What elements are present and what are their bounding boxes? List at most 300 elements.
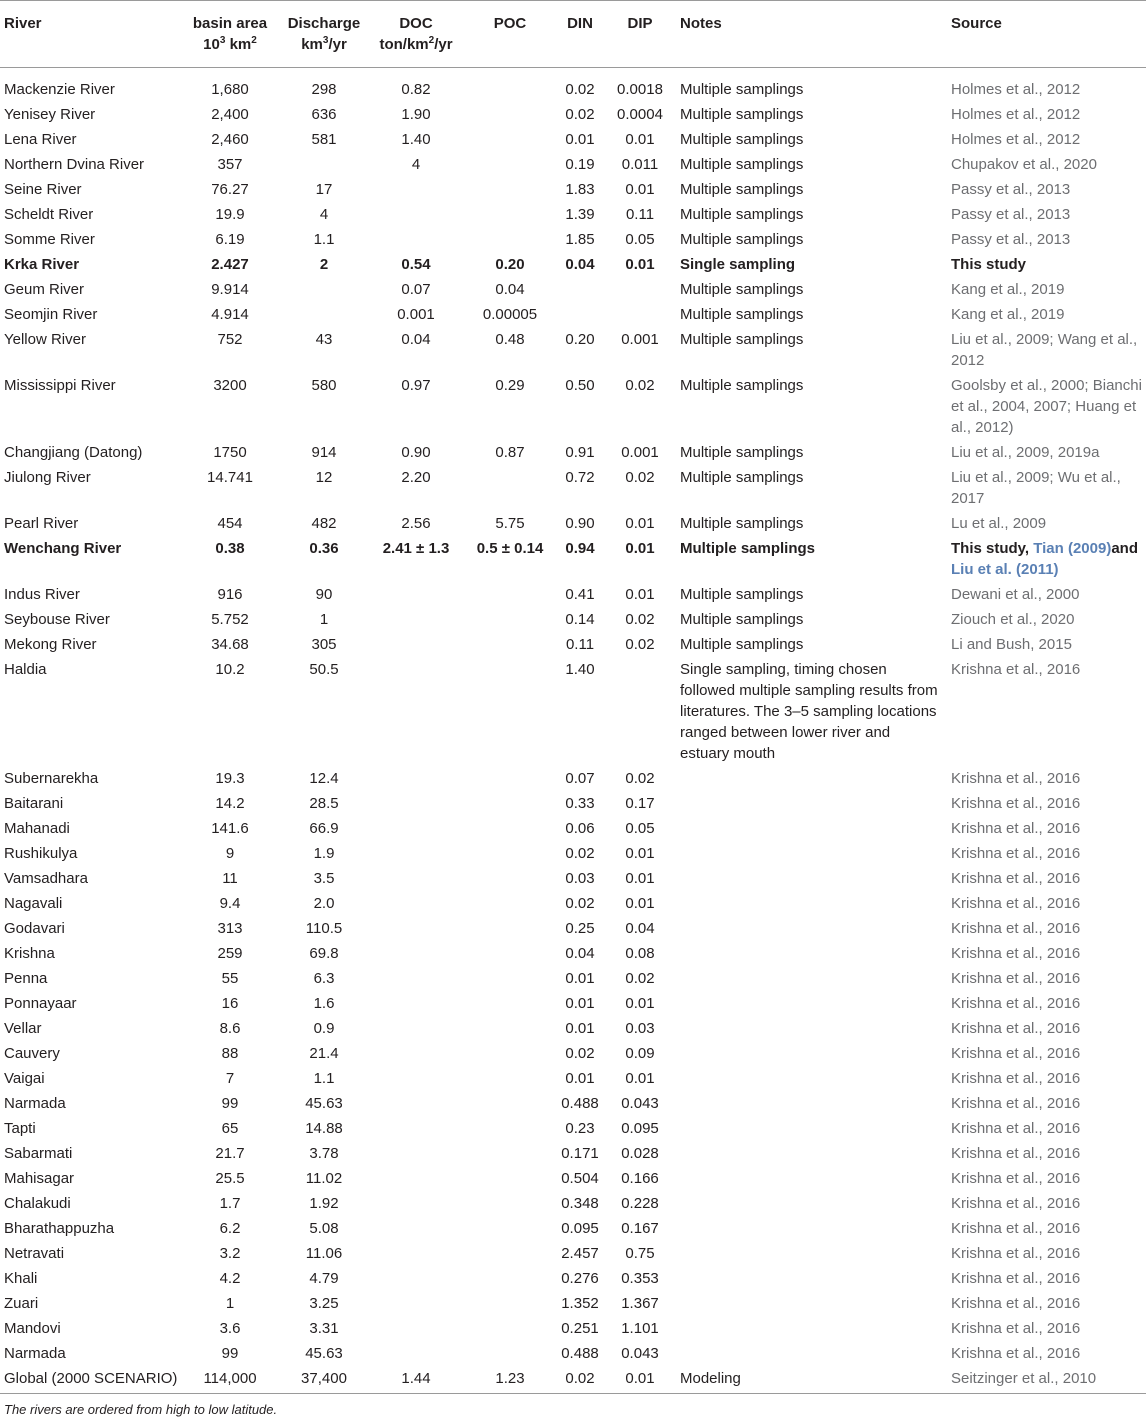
cell-river: Zuari	[4, 1295, 39, 1312]
table-row	[0, 768, 1146, 789]
cell-basin-area: 21.7	[215, 1145, 245, 1162]
cell-source: Krishna et al., 2016	[951, 845, 1081, 862]
cell-din: 0.02	[565, 1045, 595, 1062]
table-row	[0, 1093, 1146, 1114]
table-row	[0, 1168, 1146, 1189]
cell-din: 0.488	[561, 1345, 599, 1362]
cell-river: Yenisey River	[4, 106, 96, 123]
cell-river: Somme River	[4, 231, 95, 248]
cell-din: 0.90	[565, 515, 595, 532]
cell-din: 0.01	[565, 970, 595, 987]
cell-source: Krishna et al., 2016	[951, 1095, 1081, 1112]
cell-basin-area: 55	[221, 970, 239, 987]
cell-dip: 0.03	[625, 1020, 655, 1037]
cell-source: Liu et al., 2009; Wu et al., 2017	[951, 469, 1121, 507]
cell-din: 0.488	[561, 1095, 599, 1112]
cell-din: 0.276	[561, 1270, 599, 1287]
cell-basin-area: 1,680	[211, 81, 249, 98]
cell-discharge: 12.4	[309, 770, 339, 787]
cell-basin-area: 0.38	[215, 540, 245, 557]
cell-discharge: 914	[311, 444, 337, 461]
cell-dip: 0.01	[625, 845, 655, 862]
cell-basin-area: 34.68	[211, 636, 249, 653]
cell-discharge: 581	[311, 131, 337, 148]
table-row	[0, 104, 1146, 125]
cell-dip: 0.02	[625, 611, 655, 628]
cell-notes: Single sampling	[680, 256, 796, 273]
cell-basin-area: 3.6	[219, 1320, 241, 1337]
cell-discharge: 5.08	[309, 1220, 339, 1237]
table-row	[0, 1218, 1146, 1239]
cell-doc: 0.001	[397, 306, 435, 323]
cell-dip: 0.0004	[617, 106, 663, 123]
cell-din: 0.095	[561, 1220, 599, 1237]
cell-source: Liu et al., 2009; Wang et al., 2012	[951, 331, 1138, 369]
cell-river: Wenchang River	[4, 540, 122, 557]
cell-doc: 2.41 ± 1.3	[382, 540, 450, 557]
cell-source: Li and Bush, 2015	[951, 636, 1072, 653]
cell-discharge: 12	[315, 469, 333, 486]
cell-source: Krishna et al., 2016	[951, 995, 1081, 1012]
cell-river: Mandovi	[4, 1320, 61, 1337]
header-dip: DIP	[627, 15, 653, 32]
cell-doc: 0.07	[401, 281, 431, 298]
header-doc: DOC ton/$km^2/yr$	[379, 15, 453, 53]
cell-dip: 0.01	[625, 540, 655, 557]
cell-din: 0.72	[565, 469, 595, 486]
cell-din: 0.03	[565, 870, 595, 887]
table-row	[0, 1118, 1146, 1139]
cell-poc: 0.20	[495, 256, 525, 273]
table-bottom-rule	[0, 1393, 1146, 1394]
cell-basin-area: 5.752	[211, 611, 249, 628]
cell-dip: 0.028	[621, 1145, 659, 1162]
table-row	[0, 818, 1146, 839]
table-row	[0, 329, 1146, 371]
table-row	[0, 659, 1146, 764]
cell-doc: 2.56	[401, 515, 431, 532]
cell-din: 0.02	[565, 845, 595, 862]
cell-basin-area: 8.6	[219, 1020, 241, 1037]
cell-basin-area: 2.427	[211, 256, 249, 273]
header-source: Source	[951, 15, 1002, 32]
cell-din: 0.01	[565, 995, 595, 1012]
table-row	[0, 442, 1146, 463]
cell-notes: Multiple samplings	[680, 281, 804, 298]
cell-basin-area: 259	[217, 945, 243, 962]
cell-din: 0.94	[565, 540, 595, 557]
header-river: River	[4, 15, 42, 32]
cell-din: 0.171	[561, 1145, 599, 1162]
cell-river: Nagavali	[4, 895, 63, 912]
cell-source: Kang et al., 2019	[951, 281, 1065, 298]
cell-basin-area: 19.9	[215, 206, 245, 223]
cell-notes: Multiple samplings	[680, 106, 804, 123]
cell-dip: 0.353	[621, 1270, 659, 1287]
cell-source: Passy et al., 2013	[951, 206, 1071, 223]
cell-poc: 0.29	[495, 377, 525, 394]
cell-din: 0.23	[565, 1120, 595, 1137]
cell-basin-area: 454	[217, 515, 243, 532]
cell-notes: Multiple samplings	[680, 231, 804, 248]
cell-discharge: 11.02	[305, 1170, 343, 1187]
cell-dip: 0.0018	[617, 81, 663, 98]
table-row	[0, 609, 1146, 630]
cell-din: 0.91	[565, 444, 595, 461]
cell-notes: Single sampling, timing chosen followed multiple sampling results from literatures. The 3–5 sampling locations ranged between lower river and estuary mouth	[680, 661, 938, 762]
cell-discharge: 1.92	[309, 1195, 339, 1212]
table-row	[0, 1293, 1146, 1314]
table-row	[0, 1268, 1146, 1289]
cell-basin-area: 357	[217, 156, 243, 173]
cell-source: Krishna et al., 2016	[951, 795, 1081, 812]
table-row	[0, 1193, 1146, 1214]
cell-doc: 1.40	[401, 131, 431, 148]
cell-notes: Multiple samplings	[680, 444, 804, 461]
cell-river: Netravati	[4, 1245, 65, 1262]
table-row	[0, 584, 1146, 605]
table-row	[0, 634, 1146, 655]
cell-river: Northern Dvina River	[4, 156, 145, 173]
cell-din: 0.02	[565, 895, 595, 912]
cell-basin-area: 19.3	[215, 770, 245, 787]
cell-dip: 0.01	[625, 181, 655, 198]
cell-river: Rushikulya	[4, 845, 78, 862]
cell-river: Mekong River	[4, 636, 97, 653]
cell-discharge: 11.06	[305, 1245, 343, 1262]
cell-basin-area: 9.4	[219, 895, 241, 912]
cell-river: Bharathappuzha	[4, 1220, 115, 1237]
cell-source: Liu et al., 2009, 2019a	[951, 444, 1100, 461]
cell-notes: Multiple samplings	[680, 131, 804, 148]
cell-basin-area: 3.2	[219, 1245, 241, 1262]
cell-source: Goolsby et al., 2000; Bianchi et al., 2004, 2007; Huang et al., 2012)	[951, 377, 1142, 436]
cell-source: Holmes et al., 2012	[951, 131, 1081, 148]
cell-dip: 0.01	[625, 870, 655, 887]
cell-source: Ziouch et al., 2020	[951, 611, 1075, 628]
cell-poc: 0.04	[495, 281, 525, 298]
cell-basin-area: 25.5	[215, 1170, 245, 1187]
table-row	[0, 918, 1146, 939]
cell-notes: Multiple samplings	[680, 377, 804, 394]
cell-basin-area: 99	[221, 1345, 239, 1362]
cell-poc: 0.87	[495, 444, 525, 461]
table-row	[0, 304, 1146, 325]
cell-din: 0.50	[565, 377, 595, 394]
cell-basin-area: 2,400	[211, 106, 249, 123]
cell-dip: 0.01	[625, 1070, 655, 1087]
cell-notes: Multiple samplings	[680, 636, 804, 653]
table-row	[0, 893, 1146, 914]
cell-din: 0.04	[565, 256, 595, 273]
cell-dip: 0.05	[625, 820, 655, 837]
cell-din: 2.457	[561, 1245, 599, 1262]
cell-discharge: 2	[319, 256, 329, 273]
cell-river: Changjiang (Datong)	[4, 444, 143, 461]
header-discharge: Discharge $km^3/yr$	[287, 15, 361, 53]
cell-discharge: 43	[315, 331, 333, 348]
cell-dip: 0.02	[625, 377, 655, 394]
cell-river: Tapti	[4, 1120, 36, 1137]
cell-discharge: 482	[311, 515, 337, 532]
cell-din: 1.83	[565, 181, 595, 198]
table-row	[0, 1368, 1146, 1389]
table-row	[0, 943, 1146, 964]
cell-discharge: 69.8	[309, 945, 339, 962]
cell-discharge: 580	[311, 377, 337, 394]
cell-din: 0.01	[565, 131, 595, 148]
cell-river: Baitarani	[4, 795, 64, 812]
cell-dip: 1.101	[621, 1320, 659, 1337]
table-row	[0, 868, 1146, 889]
cell-basin-area: 65	[221, 1120, 239, 1137]
cell-notes: Multiple samplings	[680, 306, 804, 323]
cell-notes: Multiple samplings	[680, 206, 804, 223]
cell-discharge: 45.63	[305, 1345, 343, 1362]
cell-basin-area: 6.19	[215, 231, 245, 248]
cell-source: This study	[951, 256, 1027, 273]
cell-din: 0.11	[565, 636, 595, 653]
cell-basin-area: 9	[225, 845, 235, 862]
cell-source: Krishna et al., 2016	[951, 870, 1081, 887]
cell-basin-area: 752	[217, 331, 243, 348]
cell-doc: 0.54	[401, 256, 431, 273]
cell-discharge: 110.5	[305, 920, 343, 937]
cell-din: 0.41	[565, 586, 595, 603]
cell-river: Seybouse River	[4, 611, 110, 628]
cell-basin-area: 14.2	[215, 795, 245, 812]
cell-discharge: 66.9	[309, 820, 339, 837]
cell-din: 1.352	[561, 1295, 599, 1312]
cell-basin-area: 99	[221, 1095, 239, 1112]
cell-river: Pearl River	[4, 515, 79, 532]
cell-basin-area: 88	[221, 1045, 239, 1062]
cell-basin-area: 1	[225, 1295, 235, 1312]
table-row	[0, 229, 1146, 250]
cell-discharge: 21.4	[309, 1045, 339, 1062]
cell-river: Sabarmati	[4, 1145, 73, 1162]
cell-basin-area: 1750	[213, 444, 247, 461]
cell-doc: 0.97	[401, 377, 431, 394]
cell-source: Krishna et al., 2016	[951, 661, 1081, 678]
cell-basin-area: 6.2	[219, 1220, 241, 1237]
table-row	[0, 843, 1146, 864]
cell-dip: 0.167	[621, 1220, 659, 1237]
cell-river: Vaigai	[4, 1070, 45, 1087]
cell-river: Subernarekha	[4, 770, 99, 787]
cell-river: Narmada	[4, 1095, 66, 1112]
cell-source: Lu et al., 2009	[951, 515, 1047, 532]
cell-notes: Multiple samplings	[680, 81, 804, 98]
cell-river: Narmada	[4, 1345, 66, 1362]
cell-discharge: 3.31	[309, 1320, 339, 1337]
cell-discharge: 298	[311, 81, 337, 98]
table-row	[0, 1343, 1146, 1364]
cell-source: Krishna et al., 2016	[951, 820, 1081, 837]
cell-river: Global (2000 SCENARIO)	[4, 1370, 178, 1387]
cell-source: Krishna et al., 2016	[951, 1170, 1081, 1187]
cell-discharge: 14.88	[305, 1120, 343, 1137]
cell-doc: 0.82	[401, 81, 431, 98]
cell-source: Passy et al., 2013	[951, 231, 1071, 248]
cell-din: 0.01	[565, 1070, 595, 1087]
cell-river: Mackenzie River	[4, 81, 115, 98]
cell-discharge: 2.0	[313, 895, 335, 912]
cell-river: Lena River	[4, 131, 77, 148]
cell-dip: 0.17	[625, 795, 655, 812]
cell-basin-area: 76.27	[211, 181, 249, 198]
cell-notes: Multiple samplings	[680, 156, 804, 173]
cell-river: Scheldt River	[4, 206, 94, 223]
cell-discharge: 1	[319, 611, 329, 628]
cell-doc: 0.90	[401, 444, 431, 461]
cell-dip: 0.02	[625, 469, 655, 486]
cell-notes: Multiple samplings	[680, 611, 804, 628]
cell-source: Krishna et al., 2016	[951, 920, 1081, 937]
cell-din: 0.348	[561, 1195, 599, 1212]
cell-basin-area: 9.914	[211, 281, 249, 298]
cell-notes: Multiple samplings	[680, 331, 804, 348]
cell-dip: 0.001	[621, 331, 659, 348]
cell-dip: 0.02	[625, 770, 655, 787]
header-poc: POC	[493, 15, 527, 32]
cell-doc: 1.90	[401, 106, 431, 123]
cell-dip: 0.01	[625, 586, 655, 603]
cell-source: Krishna et al., 2016	[951, 1145, 1081, 1162]
cell-din: 0.14	[565, 611, 595, 628]
cell-river: Chalakudi	[4, 1195, 71, 1212]
cell-din: 0.02	[565, 81, 595, 98]
cell-notes: Modeling	[680, 1370, 741, 1387]
cell-basin-area: 16	[221, 995, 239, 1012]
cell-discharge: 90	[315, 586, 333, 603]
cell-discharge: 636	[311, 106, 337, 123]
cell-source: Krishna et al., 2016	[951, 970, 1081, 987]
cell-source: Krishna et al., 2016	[951, 770, 1081, 787]
cell-source: Krishna et al., 2016	[951, 1245, 1081, 1262]
cell-basin-area: 114,000	[203, 1370, 257, 1387]
cell-river: Krka River	[4, 256, 80, 273]
cell-basin-area: 916	[217, 586, 243, 603]
header-basin-area: basin area $10^3$ $km^2$	[192, 15, 268, 53]
cell-dip: 0.01	[625, 131, 655, 148]
cell-source: Holmes et al., 2012	[951, 81, 1081, 98]
cell-river: Seine River	[4, 181, 82, 198]
cell-din: 0.19	[565, 156, 595, 173]
cell-notes: Multiple samplings	[680, 540, 816, 557]
cell-discharge: 1.9	[313, 845, 335, 862]
cell-source: Krishna et al., 2016	[951, 1020, 1081, 1037]
cell-poc: 0.48	[495, 331, 525, 348]
cell-river: Krishna	[4, 945, 55, 962]
cell-dip: 0.166	[621, 1170, 659, 1187]
cell-discharge: 1.6	[313, 995, 335, 1012]
cell-discharge: 305	[311, 636, 337, 653]
cell-river: Khali	[4, 1270, 38, 1287]
cell-dip: 0.01	[625, 995, 655, 1012]
cell-river: Vellar	[4, 1020, 42, 1037]
header-notes: Notes	[680, 15, 722, 32]
cell-river: Penna	[4, 970, 48, 987]
table-footnote: The rivers are ordered from high to low latitude.	[4, 1402, 278, 1417]
cell-source: Krishna et al., 2016	[951, 1195, 1081, 1212]
cell-doc: 4	[411, 156, 421, 173]
table-row	[0, 254, 1146, 275]
cell-source: Kang et al., 2019	[951, 306, 1065, 323]
cell-source: Krishna et al., 2016	[951, 1220, 1081, 1237]
cell-basin-area: 1.7	[219, 1195, 241, 1212]
cell-dip: 0.01	[625, 895, 655, 912]
table-row	[0, 1043, 1146, 1064]
cell-dip: 0.02	[625, 636, 655, 653]
cell-river: Jiulong River	[4, 469, 91, 486]
table-row	[0, 1068, 1146, 1089]
cell-source: Holmes et al., 2012	[951, 106, 1081, 123]
cell-dip: 0.228	[621, 1195, 659, 1212]
table-row	[0, 513, 1146, 534]
table-top-rule	[0, 0, 1146, 1]
cell-din: 1.40	[565, 661, 595, 678]
cell-dip: 0.095	[621, 1120, 659, 1137]
cell-discharge: 3.78	[309, 1145, 339, 1162]
cell-dip: 0.75	[625, 1245, 655, 1262]
cell-river: Ponnayaar	[4, 995, 77, 1012]
cell-source: Krishna et al., 2016	[951, 1295, 1081, 1312]
cell-source: Krishna et al., 2016	[951, 1045, 1081, 1062]
cell-basin-area: 14.741	[207, 469, 253, 486]
table-row	[0, 129, 1146, 150]
header-din: DIN	[567, 15, 593, 32]
table-row	[0, 538, 1146, 580]
cell-source: Krishna et al., 2016	[951, 895, 1081, 912]
cell-discharge: 0.9	[313, 1020, 335, 1037]
table-row	[0, 1018, 1146, 1039]
cell-din: 0.04	[565, 945, 595, 962]
cell-discharge: 3.25	[309, 1295, 339, 1312]
cell-notes: Multiple samplings	[680, 181, 804, 198]
cell-din: 0.33	[565, 795, 595, 812]
table-row	[0, 793, 1146, 814]
cell-river: Haldia	[4, 661, 47, 678]
cell-notes: Multiple samplings	[680, 515, 804, 532]
cell-source: This study, Tian (2009)and Liu et al. (2011)	[951, 540, 1138, 578]
cell-dip: 0.011	[621, 156, 659, 173]
cell-notes: Multiple samplings	[680, 469, 804, 486]
cell-din: 0.25	[565, 920, 595, 937]
cell-source: Dewani et al., 2000	[951, 586, 1080, 603]
table-row	[0, 467, 1146, 509]
cell-river: Cauvery	[4, 1045, 60, 1062]
cell-dip: 0.08	[625, 945, 655, 962]
cell-river: Mississippi River	[4, 377, 116, 394]
cell-source: Krishna et al., 2016	[951, 945, 1081, 962]
cell-discharge: 28.5	[309, 795, 339, 812]
cell-discharge: 50.5	[309, 661, 339, 678]
table-row	[0, 204, 1146, 225]
cell-dip: 0.01	[625, 256, 655, 273]
cell-source: Krishna et al., 2016	[951, 1070, 1081, 1087]
cell-poc: 0.5 ± 0.14	[476, 540, 544, 557]
cell-source: Passy et al., 2013	[951, 181, 1071, 198]
cell-discharge: 3.5	[313, 870, 335, 887]
cell-dip: 0.02	[625, 970, 655, 987]
cell-river: Seomjin River	[4, 306, 98, 323]
cell-dip: 0.04	[625, 920, 655, 937]
cell-din: 0.02	[565, 106, 595, 123]
cell-basin-area: 10.2	[215, 661, 245, 678]
cell-din: 1.39	[565, 206, 595, 223]
cell-discharge: 37,400	[301, 1370, 347, 1387]
